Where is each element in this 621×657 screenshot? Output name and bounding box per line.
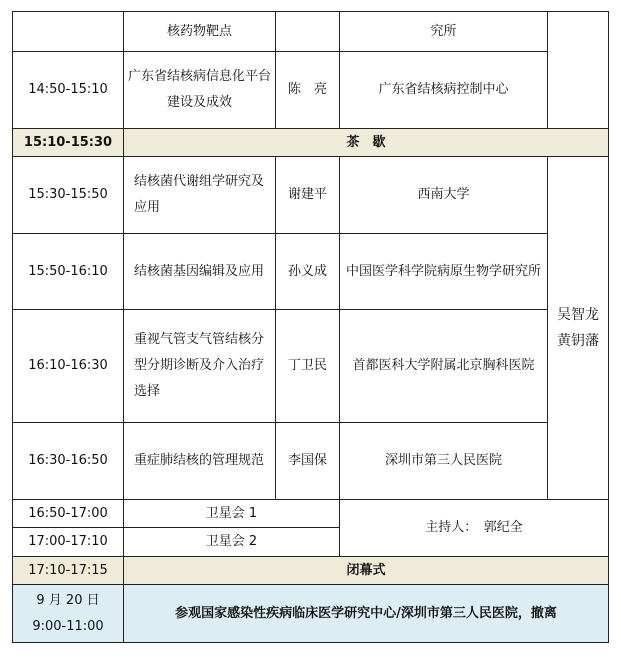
topic-cell: 结核菌代谢组学研究及应用 [124, 157, 276, 234]
time-cell: 17:10-17:15 [13, 557, 124, 585]
break-row [13, 129, 609, 157]
table-row [13, 12, 609, 52]
closing-ceremony-label: 闭幕式 [124, 557, 609, 585]
speaker-cell: 孙义成 [276, 234, 340, 310]
time-cell: 16:10-16:30 [13, 310, 124, 423]
chair-names: 吴智龙 黄钥藩 [548, 157, 609, 500]
time-cell: 14:50-15:10 [13, 52, 124, 129]
visit-datetime-cell [13, 585, 124, 643]
time-cell: 15:50-16:10 [13, 234, 124, 310]
speaker-cell: 谢建平 [276, 157, 340, 234]
speaker-cell: 丁卫民 [276, 310, 340, 423]
time-cell: 16:30-16:50 [13, 423, 124, 500]
satellite-session-2: 卫星会 2 [124, 528, 340, 557]
time-cell [13, 12, 124, 52]
speaker-cell: 陈 亮 [276, 52, 340, 129]
speaker-cell [276, 12, 340, 52]
topic-cell: 核药物靶点 [124, 12, 276, 52]
time-cell: 17:00-17:10 [13, 528, 124, 557]
visit-date: 9 月 20 日 [36, 592, 100, 608]
table-row [13, 423, 609, 500]
org-cell: 中国医学科学院病原生物学研究所 [340, 234, 548, 310]
topic-cell: 广东省结核病信息化平台建设及成效 [124, 52, 276, 129]
org-cell: 广东省结核病控制中心 [340, 52, 548, 129]
org-cell: 西南大学 [340, 157, 548, 234]
time-cell: 16:50-17:00 [13, 500, 124, 528]
table-row [13, 500, 609, 528]
host-cell: 主持人： 郭纪全 [340, 500, 609, 557]
visit-row [13, 585, 609, 643]
table-row [13, 310, 609, 423]
org-cell: 首都医科大学附属北京胸科医院 [340, 310, 548, 423]
org-cell: 深圳市第三人民医院 [340, 423, 548, 500]
org-cell: 究所 [340, 12, 548, 52]
topic-cell: 结核菌基因编辑及应用 [124, 234, 276, 310]
table-row [13, 234, 609, 310]
table-row [13, 52, 609, 129]
topic-cell: 重症肺结核的管理规范 [124, 423, 276, 500]
speaker-cell: 李国保 [276, 423, 340, 500]
closing-row [13, 557, 609, 585]
tea-break-label: 茶 歇 [124, 129, 609, 157]
chair-cell [548, 12, 609, 129]
table-row [13, 157, 609, 234]
time-cell: 15:10-15:30 [13, 129, 124, 157]
visit-label: 参观国家感染性疾病临床医学研究中心/深圳市第三人民医院，撤离 [124, 585, 609, 643]
visit-time: 9:00-11:00 [32, 618, 104, 634]
time-cell: 15:30-15:50 [13, 157, 124, 234]
topic-cell: 重视气管支气管结核分型分期诊断及介入治疗选择 [124, 310, 276, 423]
schedule-table [12, 11, 609, 643]
satellite-session-1: 卫星会 1 [124, 500, 340, 528]
